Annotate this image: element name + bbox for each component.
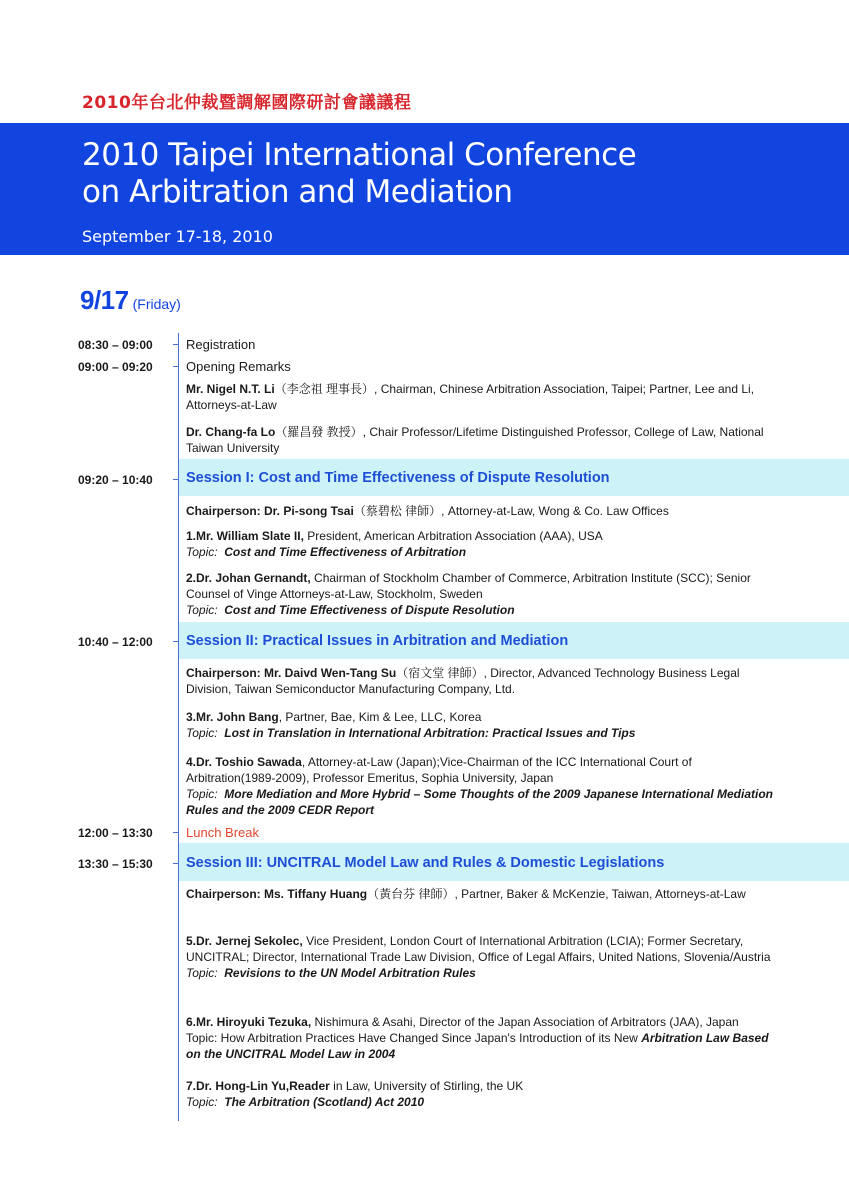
- chair-desc: , Partner, Baker & McKenzie, Taiwan, Attorneys-at-Law: [454, 887, 746, 901]
- session-1-chair: [186, 503, 776, 519]
- speaker-desc: Chairman of Stockholm Chamber of Commerce, Arbitration Institute (SCC); Senior Counsel of Vinge Attorneys-at-Law, Stockholm, Sweden: [186, 571, 751, 601]
- opening-speaker-1: [186, 381, 776, 413]
- speaker-desc: Nishimura & Asahi, Director of the Japan Association of Arbitrators (JAA), Japan: [311, 1015, 739, 1029]
- speaker-name: 5.Dr. Jernej Sekolec,: [186, 934, 303, 948]
- topic-text: Revisions to the UN Model Arbitration Rules: [224, 966, 476, 980]
- session-2-band: [179, 622, 849, 659]
- session-3-band: [179, 843, 849, 881]
- speaker-name: 1.Mr. William Slate II,: [186, 529, 304, 543]
- time-opening: 09:00 – 09:20: [78, 360, 153, 374]
- speaker-name: Dr. Chang-fa Lo: [186, 425, 276, 439]
- timeline-tick: [173, 344, 179, 345]
- opening-label: Opening Remarks: [186, 359, 291, 374]
- day-heading: [80, 285, 181, 316]
- topic-label: Topic:: [186, 787, 218, 801]
- speaker-zh: （李念祖 理事長）: [274, 382, 375, 396]
- topic-text: Lost in Translation in International Arbitration: Practical Issues and Tips: [224, 726, 636, 740]
- speaker-name: 3.Mr. John Bang: [186, 710, 279, 724]
- session-2-chair: [186, 665, 776, 697]
- chair-zh: （蔡碧松 律師）: [353, 504, 442, 518]
- session-2-speaker-4: [186, 754, 776, 818]
- session-1-speaker-1: [186, 528, 776, 560]
- speaker-desc: Vice President, London Court of International Arbitration (LCIA); Former Secretary, UNCITRAL; Director, International Trade Law Division, Office of Legal Affairs, United Nations, Slovenia/Austria: [186, 934, 771, 964]
- topic-text: Cost and Time Effectiveness of Arbitration: [224, 545, 467, 559]
- chair-zh: （黃台芬 律師）: [367, 887, 455, 901]
- timeline-tick: [173, 479, 179, 480]
- registration-label: Registration: [186, 337, 256, 352]
- day-weekday: (Friday): [132, 296, 181, 312]
- speaker-name: 6.Mr. Hiroyuki Tezuka,: [186, 1015, 312, 1029]
- session-3-speaker-7: [186, 1078, 776, 1110]
- topic-text: The Arbitration (Scotland) Act 2010: [224, 1095, 425, 1109]
- speaker-desc: President, American Arbitration Association (AAA), USA: [303, 529, 603, 543]
- chair-desc: , Director, Advanced Technology Business Legal Division, Taiwan Semiconductor Manufacturing Company, Ltd.: [186, 666, 740, 696]
- session-1-title: Session I: Cost and Time Effectiveness of Dispute Resolution: [186, 470, 610, 486]
- topic-label: Topic:: [186, 726, 218, 740]
- speaker-name: 7.Dr. Hong-Lin Yu,Reader: [186, 1079, 330, 1093]
- timeline-tick: [173, 366, 179, 367]
- title-banner: [0, 123, 849, 255]
- topic-label: Topic:: [186, 545, 218, 559]
- chair-name: Chairperson: Mr. Daivd Wen-Tang Su: [186, 666, 397, 680]
- timeline-tick: [173, 863, 179, 864]
- conference-title-line-2: on Arbitration and Mediation: [82, 174, 513, 210]
- speaker-name: 4.Dr. Toshio Sawada: [186, 755, 302, 769]
- time-registration: 08:30 – 09:00: [78, 338, 153, 352]
- opening-speaker-2: [186, 424, 776, 456]
- session-3-speaker-5: [186, 933, 776, 981]
- chinese-title: 2010年台北仲裁暨調解國際研討會議議程: [82, 93, 412, 113]
- topic-text: More Mediation and More Hybrid – Some Thoughts of the 2009 Japanese International Mediation Rules and the 2009 CEDR Report: [186, 787, 773, 817]
- topic-label: Topic:: [186, 603, 218, 617]
- topic-label: Topic:: [186, 966, 218, 980]
- topic-text: Cost and Time Effectiveness of Dispute Resolution: [224, 603, 515, 617]
- chair-name: Chairperson: Dr. Pi-song Tsai: [186, 504, 354, 518]
- session-3-speaker-6: [186, 1014, 776, 1062]
- time-session-3: 13:30 – 15:30: [78, 857, 153, 871]
- time-session-2: 10:40 – 12:00: [78, 635, 153, 649]
- speaker-desc: , Attorney-at-Law (Japan);Vice-Chairman of the ICC International Court of Arbitration(1989-2009), Professor Emeritus, Sophia University, Japan: [186, 755, 692, 785]
- timeline-tick: [173, 641, 179, 642]
- conference-dates: September 17-18, 2010: [82, 227, 273, 246]
- session-1-speaker-2: [186, 570, 776, 618]
- speaker-name: 2.Dr. Johan Gernandt,: [186, 571, 311, 585]
- timeline-tick: [173, 832, 179, 833]
- speaker-desc: in Law, University of Stirling, the UK: [329, 1079, 524, 1093]
- speaker-desc: , Partner, Bae, Kim & Lee, LLC, Korea: [278, 710, 482, 724]
- speaker-zh: （羅昌發 教授）: [275, 425, 363, 439]
- topic-plain: Topic: How Arbitration Practices Have Changed Since Japan's Introduction of its New: [186, 1031, 642, 1045]
- session-2-speaker-3: [186, 709, 776, 741]
- lunch-label: Lunch Break: [186, 825, 259, 840]
- chair-name: Chairperson: Ms. Tiffany Huang: [186, 887, 368, 901]
- session-3-title: Session III: UNCITRAL Model Law and Rules & Domestic Legislations: [186, 855, 665, 871]
- speaker-desc: , Chairman, Chinese Arbitration Association, Taipei; Partner, Lee and Li, Attorneys-at-Law: [186, 382, 755, 412]
- session-3-chair: [186, 886, 776, 902]
- speaker-name: Mr. Nigel N.T. Li: [186, 382, 275, 396]
- day-date: 9/17: [80, 285, 129, 315]
- session-2-title: Session II: Practical Issues in Arbitration and Mediation: [186, 633, 569, 649]
- time-session-1: 09:20 – 10:40: [78, 473, 153, 487]
- session-1-band: [179, 459, 849, 496]
- speaker-desc: , Chair Professor/Lifetime Distinguished Professor, College of Law, National Taiwan University: [186, 425, 764, 455]
- conference-title-line-1: 2010 Taipei International Conference: [82, 137, 637, 173]
- time-lunch: 12:00 – 13:30: [78, 826, 153, 840]
- topic-label: Topic:: [186, 1095, 218, 1109]
- chair-desc: , Attorney-at-Law, Wong & Co. Law Offices: [441, 504, 669, 518]
- topic-text: Arbitration Law Based on the UNCITRAL Model Law in 2004: [186, 1031, 769, 1061]
- timeline-line: [178, 333, 179, 1121]
- chair-zh: （宿文堂 律師）: [396, 666, 484, 680]
